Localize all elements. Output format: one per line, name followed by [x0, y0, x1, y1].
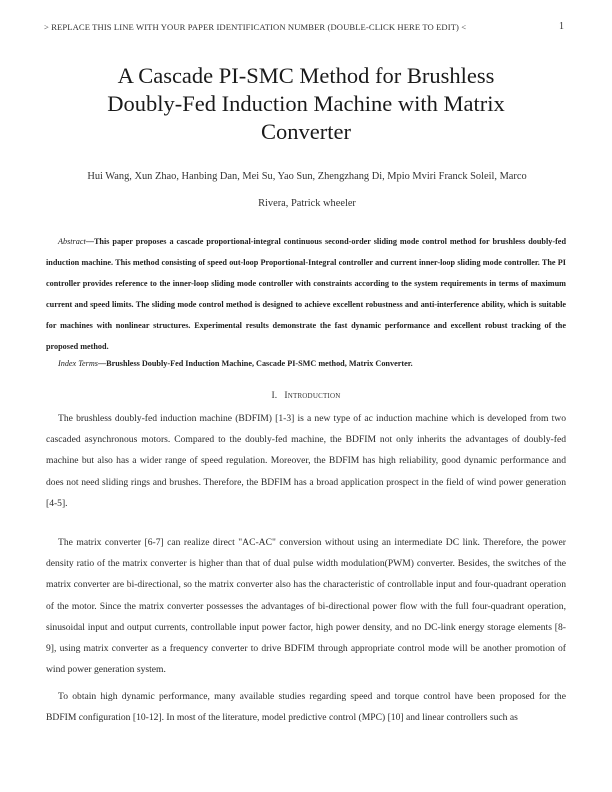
- index-terms-label: Index Terms: [58, 359, 98, 368]
- index-terms-text: Brushless Doubly-Fed Induction Machine, Cascade PI-SMC method, Matrix Converter.: [106, 359, 413, 368]
- paper-title: [60, 62, 552, 146]
- section-title: Introduction: [284, 390, 341, 401]
- title-line: Doubly-Fed Induction Machine with Matrix: [107, 91, 505, 116]
- author-line: Hui Wang, Xun Zhao, Hanbing Dan, Mei Su, Yao Sun, Zhengzhang Di, Mpio Mviri Franck Soleil, Marco: [87, 171, 527, 182]
- section-heading: [46, 390, 566, 401]
- page-number: 1: [559, 21, 564, 32]
- index-terms: [46, 357, 566, 371]
- body-paragraph: To obtain high dynamic performance, many available studies regarding speed and torque control have been proposed for the BDFIM configuration [10-12]. In most of the literature, model predictive control (MPC) [10] and linear controllers such as: [46, 691, 566, 724]
- author-list: [70, 163, 544, 217]
- abstract-label: Abstract: [58, 237, 86, 246]
- abstract-dash: —: [85, 237, 94, 246]
- body-paragraph: The matrix converter [6-7] can realize direct "AC-AC" conversion without using an intermediate DC link. Therefore, the power density ratio of the matrix converter is higher than that of dual pulse width modulation(PWM) converter. Besides, the switches of the matrix converter are bi-directional, so the matrix converter also has the characteristic of controllable input and four-quadrant operation of the motor. Since the matrix converter possesses the advantages of bi-directional power flow with the full four-quadrant operation, sinusoidal input and output currents, controllable input power factor, high power density, and no DC-link energy storage elements [8-9], using matrix converter as a frequency converter to drive BDFIM through appropriate control mode will be another promotion of wind power generation system.: [46, 537, 566, 676]
- title-line: Converter: [261, 119, 351, 144]
- author-line: Rivera, Patrick wheeler: [258, 198, 356, 209]
- section-numeral: I.: [271, 390, 278, 401]
- title-line: A Cascade PI-SMC Method for Brushless: [117, 63, 495, 88]
- body-paragraph: The brushless doubly-fed induction machine (BDFIM) [1-3] is a new type of ac induction machine which is developed from two cascaded asynchronous motors. Compared to the doubly-fed machine, the BDFIM not only inherits the advantages of doubly-fed machine but also has a wider range of speed regulation. Moreover, the BDFIM has high reliability, good dynamic performance and does not need sliding rings and brushes. Therefore, the BDFIM has a broad application prospect in the field of wind power generation [4-5].: [46, 413, 566, 509]
- running-head: > REPLACE THIS LINE WITH YOUR PAPER IDENTIFICATION NUMBER (DOUBLE-CLICK HERE TO EDIT) <: [44, 22, 467, 32]
- abstract: [46, 231, 566, 358]
- index-terms-dash: —: [97, 359, 107, 368]
- abstract-text: This paper proposes a cascade proportional-integral continuous second-order sliding mode control method for brushless doubly-fed induction machine. This method consisting of speed out-loop Proportional-Integral controller and current inner-loop sliding mode controller. The PI controller provides reference to the inner-loop sliding mode controller with constraints according to the system requirements in terms of maximum current and speed limits. The sliding mode control method is designed to achieve excellent robustness and anti-interference ability, which is suitable for machines with nonlinear structures. Experimental results demonstrate the fast dynamic performance and excellent robust tracking of the proposed method.: [46, 237, 566, 352]
